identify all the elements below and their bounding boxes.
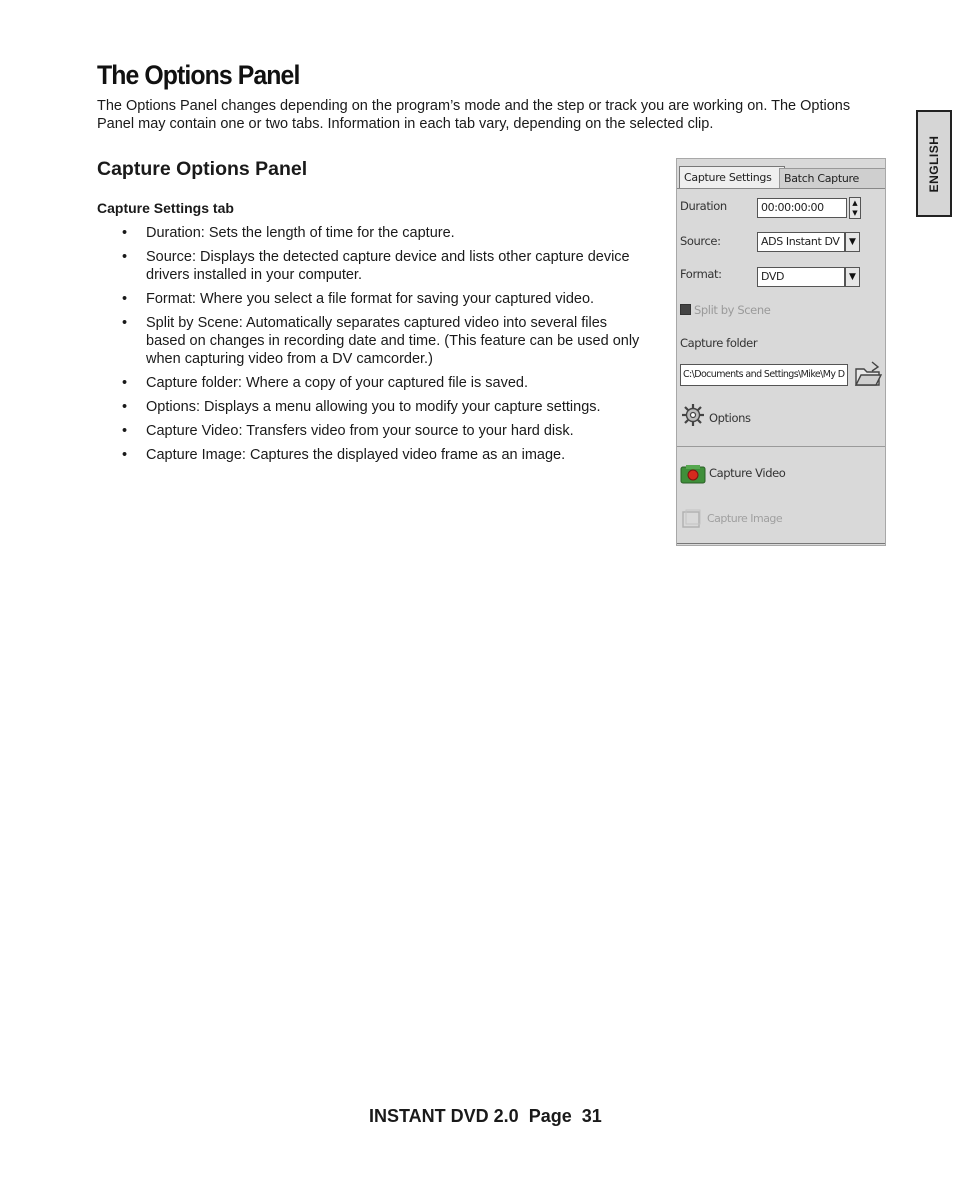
spin-up-icon[interactable]: ▲ — [852, 199, 858, 207]
video-camera-icon[interactable] — [680, 462, 706, 486]
intro-paragraph: The Options Panel changes depending on the program’s mode and the step or track you are working on. The Options Panel may contain one or two tabs. Information in each tab vary, depending on the selected clip. — [97, 98, 851, 132]
bullet-icon: • — [122, 315, 128, 331]
split-by-scene-label: Split by Scene — [694, 303, 771, 317]
bullet-icon: • — [122, 399, 128, 415]
list-item-text: Capture folder: Where a copy of your captured file is saved. — [146, 375, 529, 391]
list-item — [122, 290, 642, 308]
chevron-down-icon[interactable]: ▼ — [845, 232, 860, 252]
capture-video-button[interactable]: Capture Video — [709, 466, 786, 480]
list-item-text: Capture Video: Transfers video from your source to your hard disk. — [146, 423, 574, 439]
list-item-text: Capture Image: Captures the displayed video frame as an image. — [146, 447, 566, 463]
list-item — [122, 422, 642, 440]
feature-list — [122, 224, 642, 470]
format-select[interactable]: DVD — [757, 267, 845, 287]
folder-open-icon[interactable] — [853, 359, 883, 389]
image-capture-icon[interactable] — [681, 508, 703, 530]
tab-batch-capture[interactable]: Batch Capture — [779, 168, 886, 189]
bullet-icon: • — [122, 447, 128, 463]
source-label: Source: — [680, 234, 721, 248]
bullet-icon: • — [122, 291, 128, 307]
list-item — [122, 224, 642, 242]
list-item — [122, 314, 642, 368]
language-tab-label: ENGLISH — [927, 135, 941, 192]
spin-down-icon[interactable]: ▼ — [852, 209, 858, 217]
bullet-icon: • — [122, 249, 128, 265]
list-item-text: Options: Displays a menu allowing you to modify your capture settings. — [146, 399, 601, 415]
list-item — [122, 374, 642, 392]
capture-image-button[interactable]: Capture Image — [707, 512, 783, 525]
language-tab — [916, 110, 952, 217]
page-footer: INSTANT DVD 2.0 Page 31 — [369, 1106, 602, 1126]
capture-folder-label: Capture folder — [680, 336, 758, 350]
list-item — [122, 446, 642, 464]
duration-stepper[interactable] — [849, 197, 861, 219]
capture-folder-field[interactable]: C:\Documents and Settings\Mike\My D — [680, 364, 848, 386]
subsection-title: Capture Settings tab — [97, 200, 234, 216]
capture-options-screenshot — [676, 158, 886, 546]
section-title: Capture Options Panel — [97, 158, 308, 180]
source-select[interactable]: ADS Instant DV — [757, 232, 845, 252]
duration-label: Duration — [680, 199, 727, 213]
tab-divider — [677, 188, 886, 189]
list-item — [122, 248, 642, 284]
format-label: Format: — [680, 267, 722, 281]
divider — [677, 446, 886, 447]
tab-capture-settings[interactable]: Capture Settings — [679, 166, 785, 189]
list-item-text: Source: Displays the detected capture device and lists other capture device drivers installed in your computer. — [146, 249, 630, 283]
list-item — [122, 398, 642, 416]
bullet-icon: • — [122, 423, 128, 439]
options-button[interactable]: Options — [709, 411, 751, 425]
split-by-scene-checkbox[interactable] — [680, 304, 691, 315]
bullet-icon: • — [122, 375, 128, 391]
bullet-icon: • — [122, 225, 128, 241]
chevron-down-icon[interactable]: ▼ — [845, 267, 860, 287]
list-item-text: Split by Scene: Automatically separates captured video into several files based on changes in recording date and time. (This feature can be used only when capturing video from a DV camcorder.) — [146, 315, 640, 367]
duration-field[interactable]: 00:00:00:00 — [757, 198, 847, 218]
gear-icon[interactable] — [681, 403, 705, 427]
divider — [677, 543, 886, 544]
options-tabs — [677, 166, 886, 188]
page-title: The Options Panel — [97, 60, 300, 90]
list-item-text: Duration: Sets the length of time for the capture. — [146, 225, 455, 241]
list-item-text: Format: Where you select a file format for saving your captured video. — [146, 291, 595, 307]
